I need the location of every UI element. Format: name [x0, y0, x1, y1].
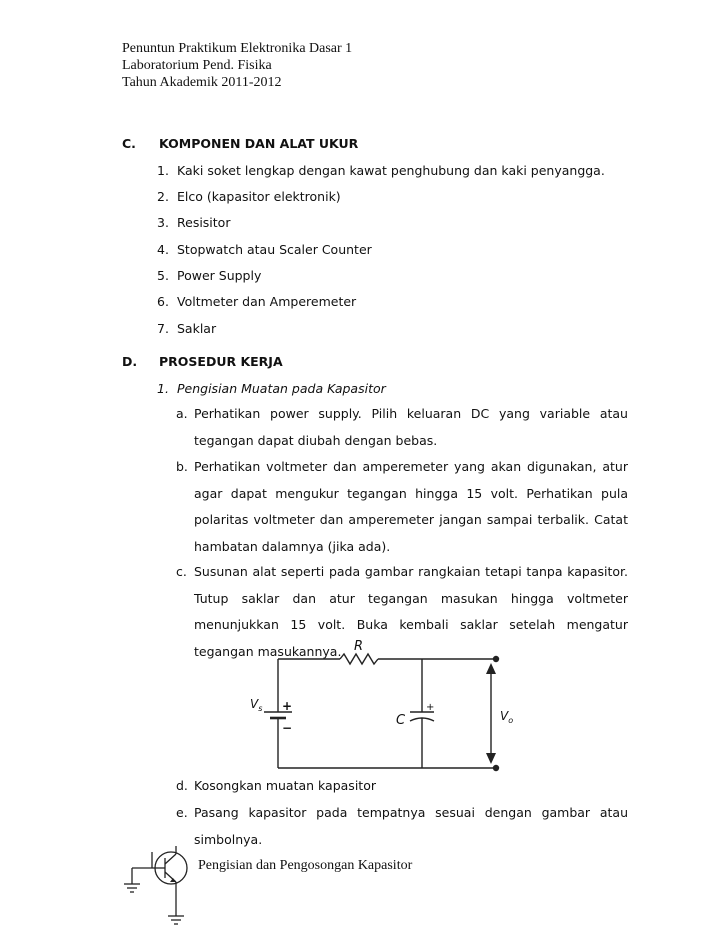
document-header	[122, 40, 352, 91]
list-item: 3. Resisitor	[157, 215, 231, 230]
header-lab: Laboratorium Pend. Fisika	[122, 58, 272, 73]
section-c-heading	[122, 136, 358, 151]
source-plus: +	[282, 699, 293, 713]
step-d: d. Kosongkan muatan kapasitor	[176, 778, 376, 793]
header-year: Tahun Akademik 2011-2012	[122, 75, 282, 90]
source-label: $V_s$	[250, 697, 263, 713]
list-item: 7. Saklar	[157, 321, 217, 336]
output-label: $V_o$	[500, 709, 514, 725]
section-d-title: PROSEDUR KERJA	[159, 354, 283, 369]
list-item: 5. Power Supply	[157, 268, 262, 283]
arrow-head-up	[486, 663, 496, 674]
list-item: 4. Stopwatch atau Scaler Counter	[157, 242, 372, 257]
list-item: 6. Voltmeter dan Amperemeter	[157, 294, 357, 309]
transistor-logo-icon	[124, 842, 196, 934]
resistor-label: R	[354, 639, 364, 654]
arrow-head-down	[486, 753, 496, 764]
header-course: Penuntun Praktikum Elektronika Dasar 1	[122, 41, 353, 56]
capacitor-plus: +	[426, 702, 435, 713]
step-c: c. Susunan alat seperti pada gambar rangkaian tetapi tanpa kapasitor. Tutup saklar dan atur tegangan masukan hingga voltmeter menunjukkan 15 volt. Buka kembali saklar setelah mengatur tegangan masukannya.	[176, 564, 628, 659]
footer-title: Pengisian dan Pengosongan Kapasitor	[198, 858, 413, 873]
output-terminal	[493, 765, 499, 771]
subsection-heading: 1. Pengisian Muatan pada Kapasitor	[157, 381, 386, 396]
section-d-heading	[122, 354, 283, 369]
resistor-symbol	[340, 654, 378, 664]
list-item: 1. Kaki soket lengkap dengan kawat penghubung dan kaki penyangga.	[157, 163, 605, 178]
section-c-title: KOMPONEN DAN ALAT UKUR	[159, 136, 359, 151]
source-minus: −	[282, 721, 293, 735]
capacitor-label: C	[396, 713, 406, 728]
output-terminal	[493, 656, 499, 662]
step-a: a. Perhatikan power supply. Pilih keluaran DC yang variable atau tegangan dapat diubah dengan bebas.	[176, 406, 628, 448]
section-d-letter: D.	[122, 354, 138, 369]
rc-circuit-diagram	[250, 636, 520, 776]
list-item: 2. Elco (kapasitor elektronik)	[157, 189, 341, 204]
step-e: e. Pasang kapasitor pada tempatnya sesuai dengan gambar atau simbolnya.	[176, 805, 628, 847]
step-b: b. Perhatikan voltmeter dan amperemeter yang akan digunakan, atur agar dapat mengukur tegangan hingga 15 volt. Perhatikan pula polaritas voltmeter dan amperemeter jangan sampai terbalik. Catat hambatan dalamnya (jika ada).	[176, 459, 628, 554]
section-c-letter: C.	[122, 136, 136, 151]
